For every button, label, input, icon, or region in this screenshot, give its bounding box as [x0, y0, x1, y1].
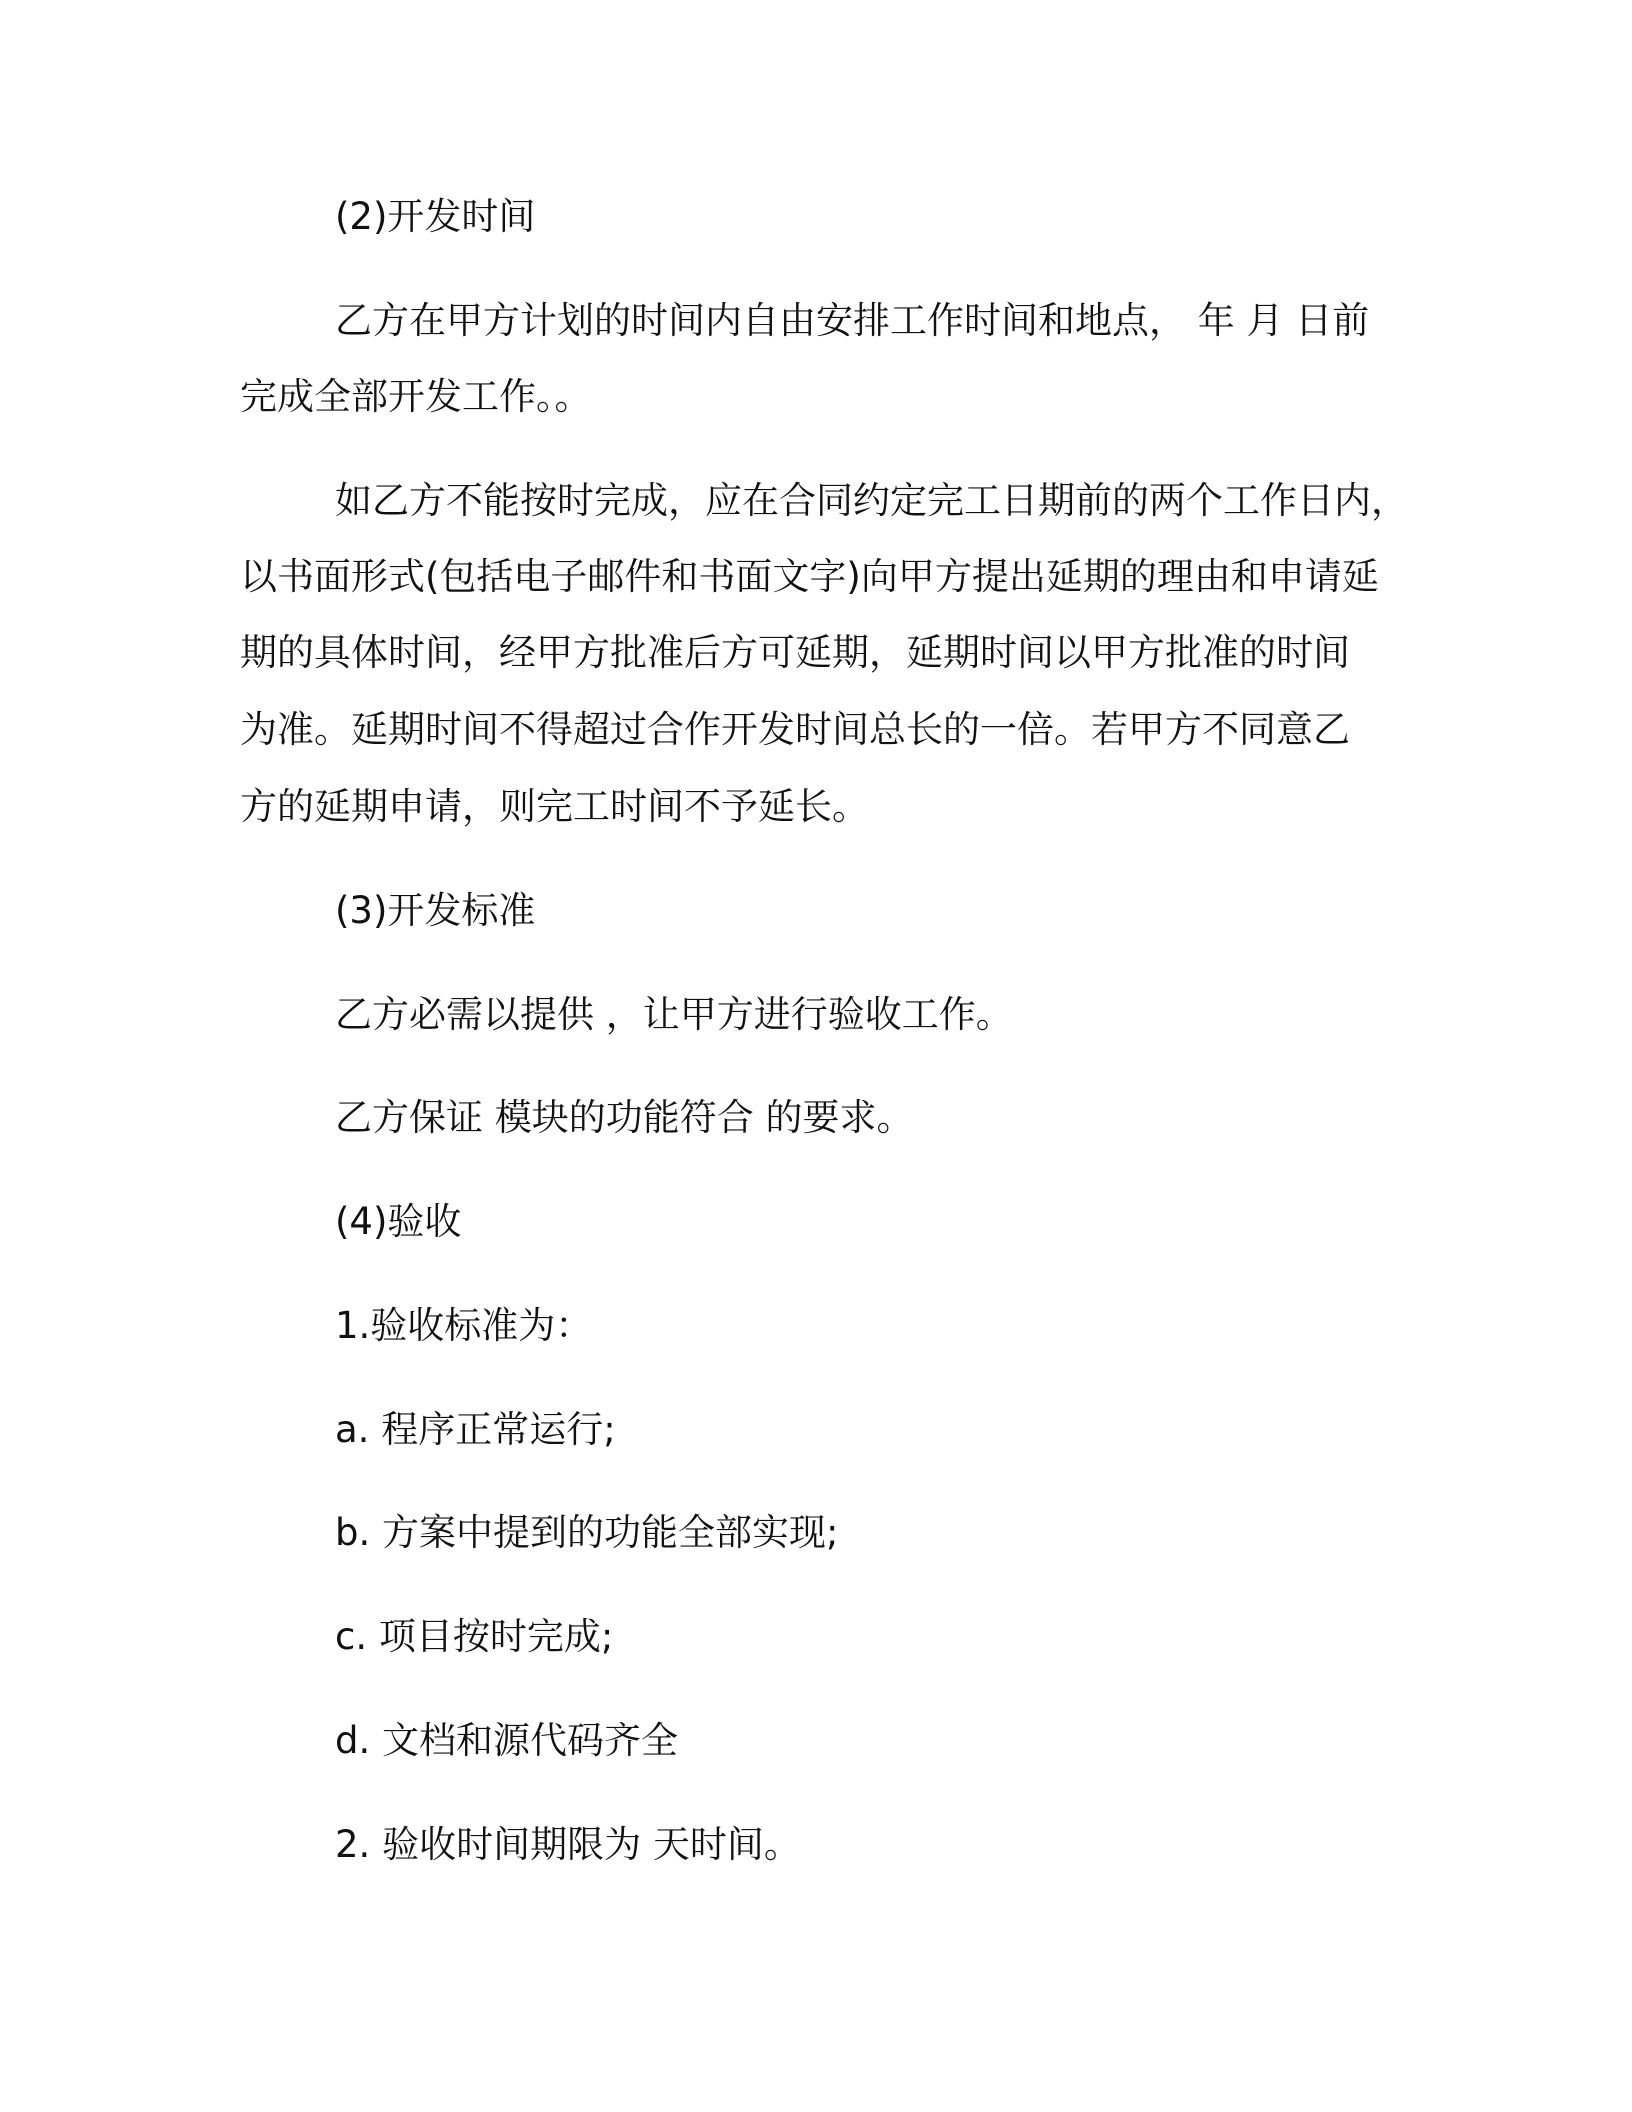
paragraph-line: 为准。延期时间不得超过合作开发时间总长的一倍。若甲方不同意乙: [240, 708, 1350, 751]
paragraph-line: 如乙方不能按时完成，应在合同约定完工日期前的两个工作日内，: [335, 479, 1408, 522]
section-heading-dev-time: (2)开发时间: [335, 195, 536, 238]
paragraph-line: 期的具体时间，经甲方批准后方可延期，延期时间以甲方批准的时间: [240, 631, 1350, 674]
criteria-item: a. 程序正常运行;: [335, 1408, 616, 1451]
acceptance-time-limit: 2. 验收时间期限为 天时间。: [335, 1823, 801, 1866]
criteria-item: c. 项目按时完成;: [335, 1615, 614, 1658]
section-heading-dev-standard: (3)开发标准: [335, 889, 536, 932]
paragraph-line: 乙方保证 模块的功能符合 的要求。: [335, 1096, 914, 1139]
paragraph-line: 完成全部开发工作。。: [240, 375, 592, 418]
criteria-item: d. 文档和源代码齐全: [335, 1719, 679, 1762]
paragraph-line: 乙方必需以提供 ，让甲方进行验收工作。: [335, 993, 1013, 1036]
criteria-item: b. 方案中提到的功能全部实现;: [335, 1511, 839, 1554]
paragraph-line: 方的延期申请，则完工时间不予延长。: [240, 785, 869, 828]
criteria-title: 1.验收标准为：: [335, 1304, 593, 1347]
paragraph-line: 以书面形式(包括电子邮件和书面文字)向甲方提出延期的理由和申请延: [240, 555, 1379, 598]
section-heading-acceptance: (4)验收: [335, 1200, 462, 1243]
paragraph-line: 乙方在甲方计划的时间内自由安排工作时间和地点， 年 月 日前: [335, 299, 1370, 342]
